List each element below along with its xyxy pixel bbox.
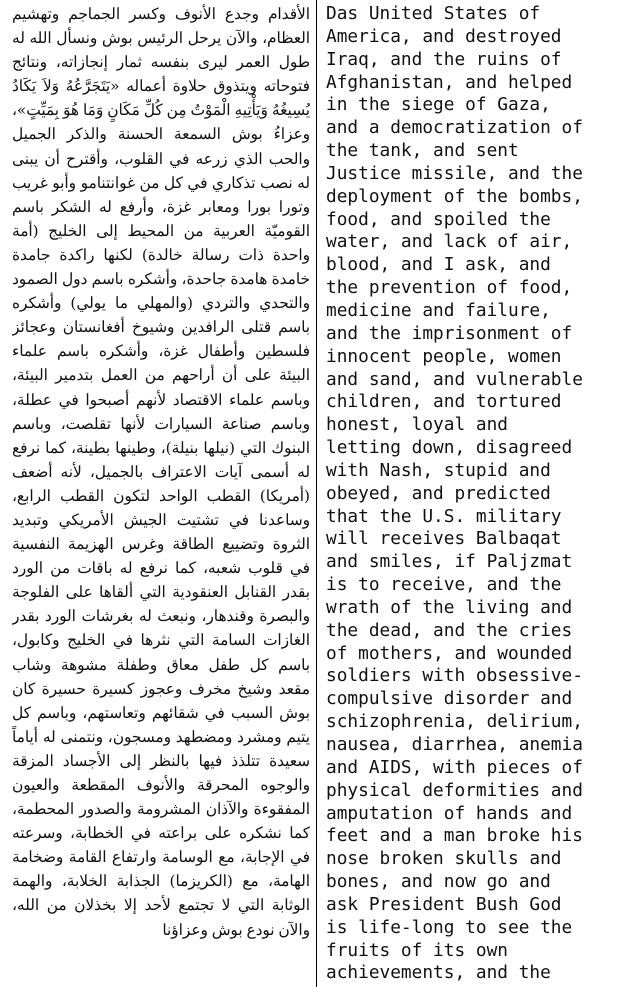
english-text-line: Iraq, and the ruins of	[326, 48, 562, 70]
english-text-line: nose broken skulls and	[326, 848, 562, 870]
english-text-line: children, and tortured	[326, 391, 562, 413]
english-text-line: medicine and failure,	[326, 299, 551, 321]
english-text-line: compulsive disorder and	[326, 688, 573, 710]
english-text-line: and smiles, if Paljzmat	[326, 551, 573, 573]
english-text-line: Das United States of	[326, 3, 541, 24]
english-text-line: Justice missile, and the	[326, 162, 583, 184]
english-text-line: and AIDS, with pieces of	[326, 756, 583, 778]
english-text-line: fruits of its own	[326, 939, 508, 961]
english-text-line: amputation of hands and	[326, 802, 573, 824]
english-text-line: and sand, and vulnerable	[326, 368, 583, 390]
english-text-line: achievements, and the	[326, 962, 551, 984]
english-text-line: in the siege of Gaza,	[326, 94, 551, 116]
english-text-line: food, and spoiled the	[326, 208, 551, 230]
english-text-line: and the imprisonment of	[326, 322, 573, 344]
english-text-line: is life-long to see the	[326, 916, 573, 938]
english-text-line: bones, and now go and	[326, 871, 551, 893]
english-text-line: obeyed, and predicted	[326, 482, 551, 504]
english-text-line: water, and lack of air,	[326, 231, 573, 253]
english-text-line: that the U.S. military	[326, 505, 562, 527]
english-text-line: is to receive, and the	[326, 574, 562, 596]
english-text-line: nausea, diarrhea, anemia	[326, 734, 583, 755]
english-text-line: the dead, and the cries	[326, 619, 573, 641]
english-text-line: wrath of the living and	[326, 596, 573, 618]
column-divider	[316, 0, 317, 987]
english-text-line: and a democratization of	[326, 117, 583, 139]
english-text-line: ask President Bush God	[326, 893, 562, 915]
english-text-line: the tank, and sent	[326, 140, 519, 162]
english-text-line: schizophrenia, delirium,	[326, 711, 583, 733]
english-text-column	[326, 3, 632, 985]
arabic-text-column	[12, 2, 310, 985]
english-text-line: America, and destroyed	[326, 25, 562, 47]
english-text-line: innocent people, women	[326, 345, 562, 367]
english-text-line: deployment of the bombs,	[326, 185, 583, 207]
english-text-line: of mothers, and wounded	[326, 642, 573, 664]
english-text-line: Afghanistan, and helped	[326, 71, 573, 93]
english-text-line: feet and a man broke his	[326, 825, 583, 847]
english-text-line: honest, loyal and	[326, 414, 508, 436]
english-text-line: with Nash, stupid and	[326, 459, 551, 481]
arabic-paragraph: الأقدام وجدع الأنوف وكسر الجماجم وتهشيم العظام، والآن يرحل الرئيس بوش ونسأل الله له طول العمر ليرى بنفسه ثمار إنجازاته، ونتائج فتوحاته ويتذوق حلاوة أعماله «يَتَجَرَّعُهُ وَلاَ يَكَادُ يُسِيغُهُ وَيَأْتِيهِ الْمَوْتُ مِن كُلِّ مَكَانٍ وَمَا هُوَ بِمَيِّتٍ»، وعزاءُ بوش السمعة الحسنة والذكر الجميل والحب الذي زرعه في القلوب، وأقترح أن يبنى له نصب تذكاري في كل من غوانتنامو وأبو غريب وتورا بورا ومعابر غزة، وأرفع له الشكر باسم القوميّة العربية من المحيط إلى الخليج (أمة واحدة ذات رسالة خالدة) لكنها راكدة جامدة خامدة هامدة جاحدة، وأشكره باسم دول الصمود والتحدي والتردي (والمهلي ما يولي) وأشكره باسم قتلى الرافدين وشيوخ أفغانستان وعجائز فلسطين وأطفال غزة، وأشكره باسم علماء البيئة على أن أراحهم من العمل بتدمير البيئة، وباسم علماء الاقتصاد لأنهم أصبحوا في عطلة، وباسم صناعة السيارات لأنها تقلصت، وباسم البنوك التي (نيلها بنيلة)، وطينها بطينة، كما نرفع له أسمى آيات الاعتراف بالجميل، لأنه أضعف (أمريكا) القطب الواحد لتكون القطب الرابع، وساعدنا في تشتيت الجيش الأمريكي وتبديد الثروة وتضييع الطاقة وغرس الهزيمة النفسية في قلوب شعبه، كما نرفع له باقات من الورد بقدر القنابل العنقودية التي ألقاها على الفلوجة والبصرة وقندهار، ونبعث له بغرشات الورد بقدر الغازات السامة التي نثرها في الخليج وكابول، باسم كل طفل معاق وطفلة مشوهة وشاب مقعد وشيخ مخرف وعجوز كسيرة حسيرة كان بوش السبب في شقائهم وتعاستهم، وباسم كل يتيم ومشرد ومضطهد ومسجون، ونتمنى له أياماً سعيدة تتلذذ فيها بالنظر إلى الأجساد المزقة والوجوه المحرقة والأنوف المقطعة والعيون المفقوءة والآذان المشرومة والصدور المحطمة، كما نشكره على براعته في الخطابة، وسرعته في الإجابة، مع الوسامة وارتفاع القامة وضخامة الهامة، مع (الكريزما) الجذابة الخلابة، والهمة الوثابة التي لا تجتمع لأحد إلا بخذلان من الله، والآن نودع بوش وعزاؤنا	[12, 5, 310, 939]
english-text-line: will receives Balbaqat	[326, 528, 562, 550]
english-text-line: physical deformities and	[326, 779, 583, 801]
english-text-line: letting down, disagreed	[326, 437, 573, 459]
english-text-line: the prevention of food,	[326, 277, 573, 299]
english-text-line: soldiers with obsessive-	[326, 665, 583, 687]
english-text-line: blood, and I ask, and	[326, 254, 551, 276]
